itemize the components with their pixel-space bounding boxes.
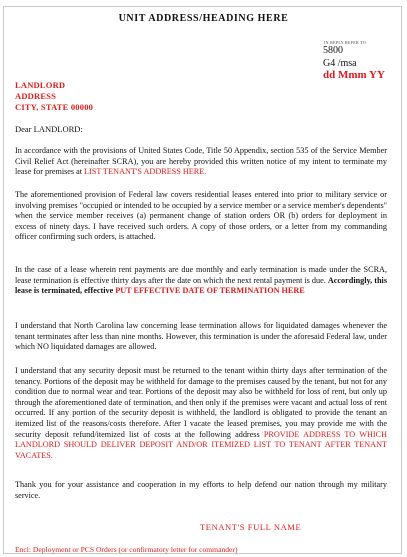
- paragraph-security-deposit: [15, 366, 387, 461]
- recipient-street: ADDRESS: [15, 91, 57, 101]
- office-symbol: G4 /msa: [323, 58, 357, 69]
- letter-date: dd Mmm YY: [323, 69, 385, 81]
- reference-code: 5800: [323, 45, 343, 56]
- salutation: Dear LANDLORD:: [15, 124, 83, 134]
- paragraph-thanks-text: Thank you for your assistance and cooperation in my efforts to help defend our nation through my military service.: [15, 480, 387, 500]
- paragraph-federal-law-text: The aforementioned provision of Federal law covers residential leases entered into prior to military service or involving premises "occupied or intended to be occupied by a service member or a service member's dependents" when the service member receives (a) permanent change of station orders OR (b) orders for deployment in excess of ninety days. I have received such orders. A copy of those orders, or a letter from my commanding officer confirming such orders, is attached.: [15, 190, 387, 242]
- recipient-name: LANDLORD: [15, 80, 66, 90]
- recipient-city-state: CITY, STATE 00000: [15, 102, 94, 112]
- paragraph-security-deposit-text: I understand that any security deposit must be returned to the tenant within thirty days after termination of the tenancy. Portions of the deposit may be withheld for damage to the premises caused by the tenant, but not for any condition due to normal wear and tear. Portions of the deposit may also be withheld for loss of rent, but only up through the aforementioned date of termination, and then only if the premises were vacant and actual loss of rent occurred. If any portion of the security deposit is withheld, the landlord is obligated to provide the tenant an itemized list of the reasons/costs therefore. After I vacate the leased premises, you may provide me with the security deposit refund/itemized list of costs at the following address: [15, 366, 387, 439]
- enclosure-note: Encl: Deployment or PCS Orders (or confirmatory letter for commander): [15, 545, 238, 554]
- paragraph-effective-date: [15, 265, 387, 297]
- paragraph-liquidated-damages: [15, 321, 387, 353]
- unit-heading: UNIT ADDRESS/HEADING HERE: [118, 13, 289, 24]
- paragraph-liquidated-damages-text: I understand that North Carolina law concerning lease termination allows for liquidated damages whenever the tenant terminates after less than nine months. However, this termination is under the aforesaid Federal law, under which NO liquidated damages are allowed.: [15, 321, 387, 352]
- tenant-address-placeholder: LIST TENANT'S ADDRESS HERE.: [84, 167, 207, 177]
- forwarding-address-placeholder: PROVIDE ADDRESS TO WHICH LANDLORD SHOULD DELIVER DEPOSIT AND/OR ITEMIZED LIST TO TENANT AFTER TENANT VACATES.: [15, 429, 387, 460]
- recipient-address: [15, 80, 93, 113]
- paragraph-intent: [15, 146, 387, 178]
- paragraph-intent-text: In accordance with the provisions of United States Code, Title 50 Appendix, section 535 of the Service Member Civil Relief Act (hereinafter SCRA), you are hereby provided this written notice of my intent to terminate my lease for premises at: [15, 146, 387, 177]
- effective-date-placeholder: PUT EFFECTIVE DATE OF TERMINATION HERE: [115, 286, 305, 296]
- paragraph-federal-law: [15, 190, 387, 243]
- tenant-signature-name: TENANT'S FULL NAME: [200, 522, 302, 532]
- reply-refer-label: IN REPLY REFER TO: [324, 40, 367, 45]
- paragraph-thanks: [15, 480, 387, 501]
- paragraph-effective-date-text: In the case of a lease wherein rent payments are due monthly and early termination is made under the SCRA, lease termination is effective thirty days after the date on which the next rental payment is due.: [15, 265, 387, 285]
- termination-statement: Accordingly, this lease is terminated, effective: [15, 275, 388, 296]
